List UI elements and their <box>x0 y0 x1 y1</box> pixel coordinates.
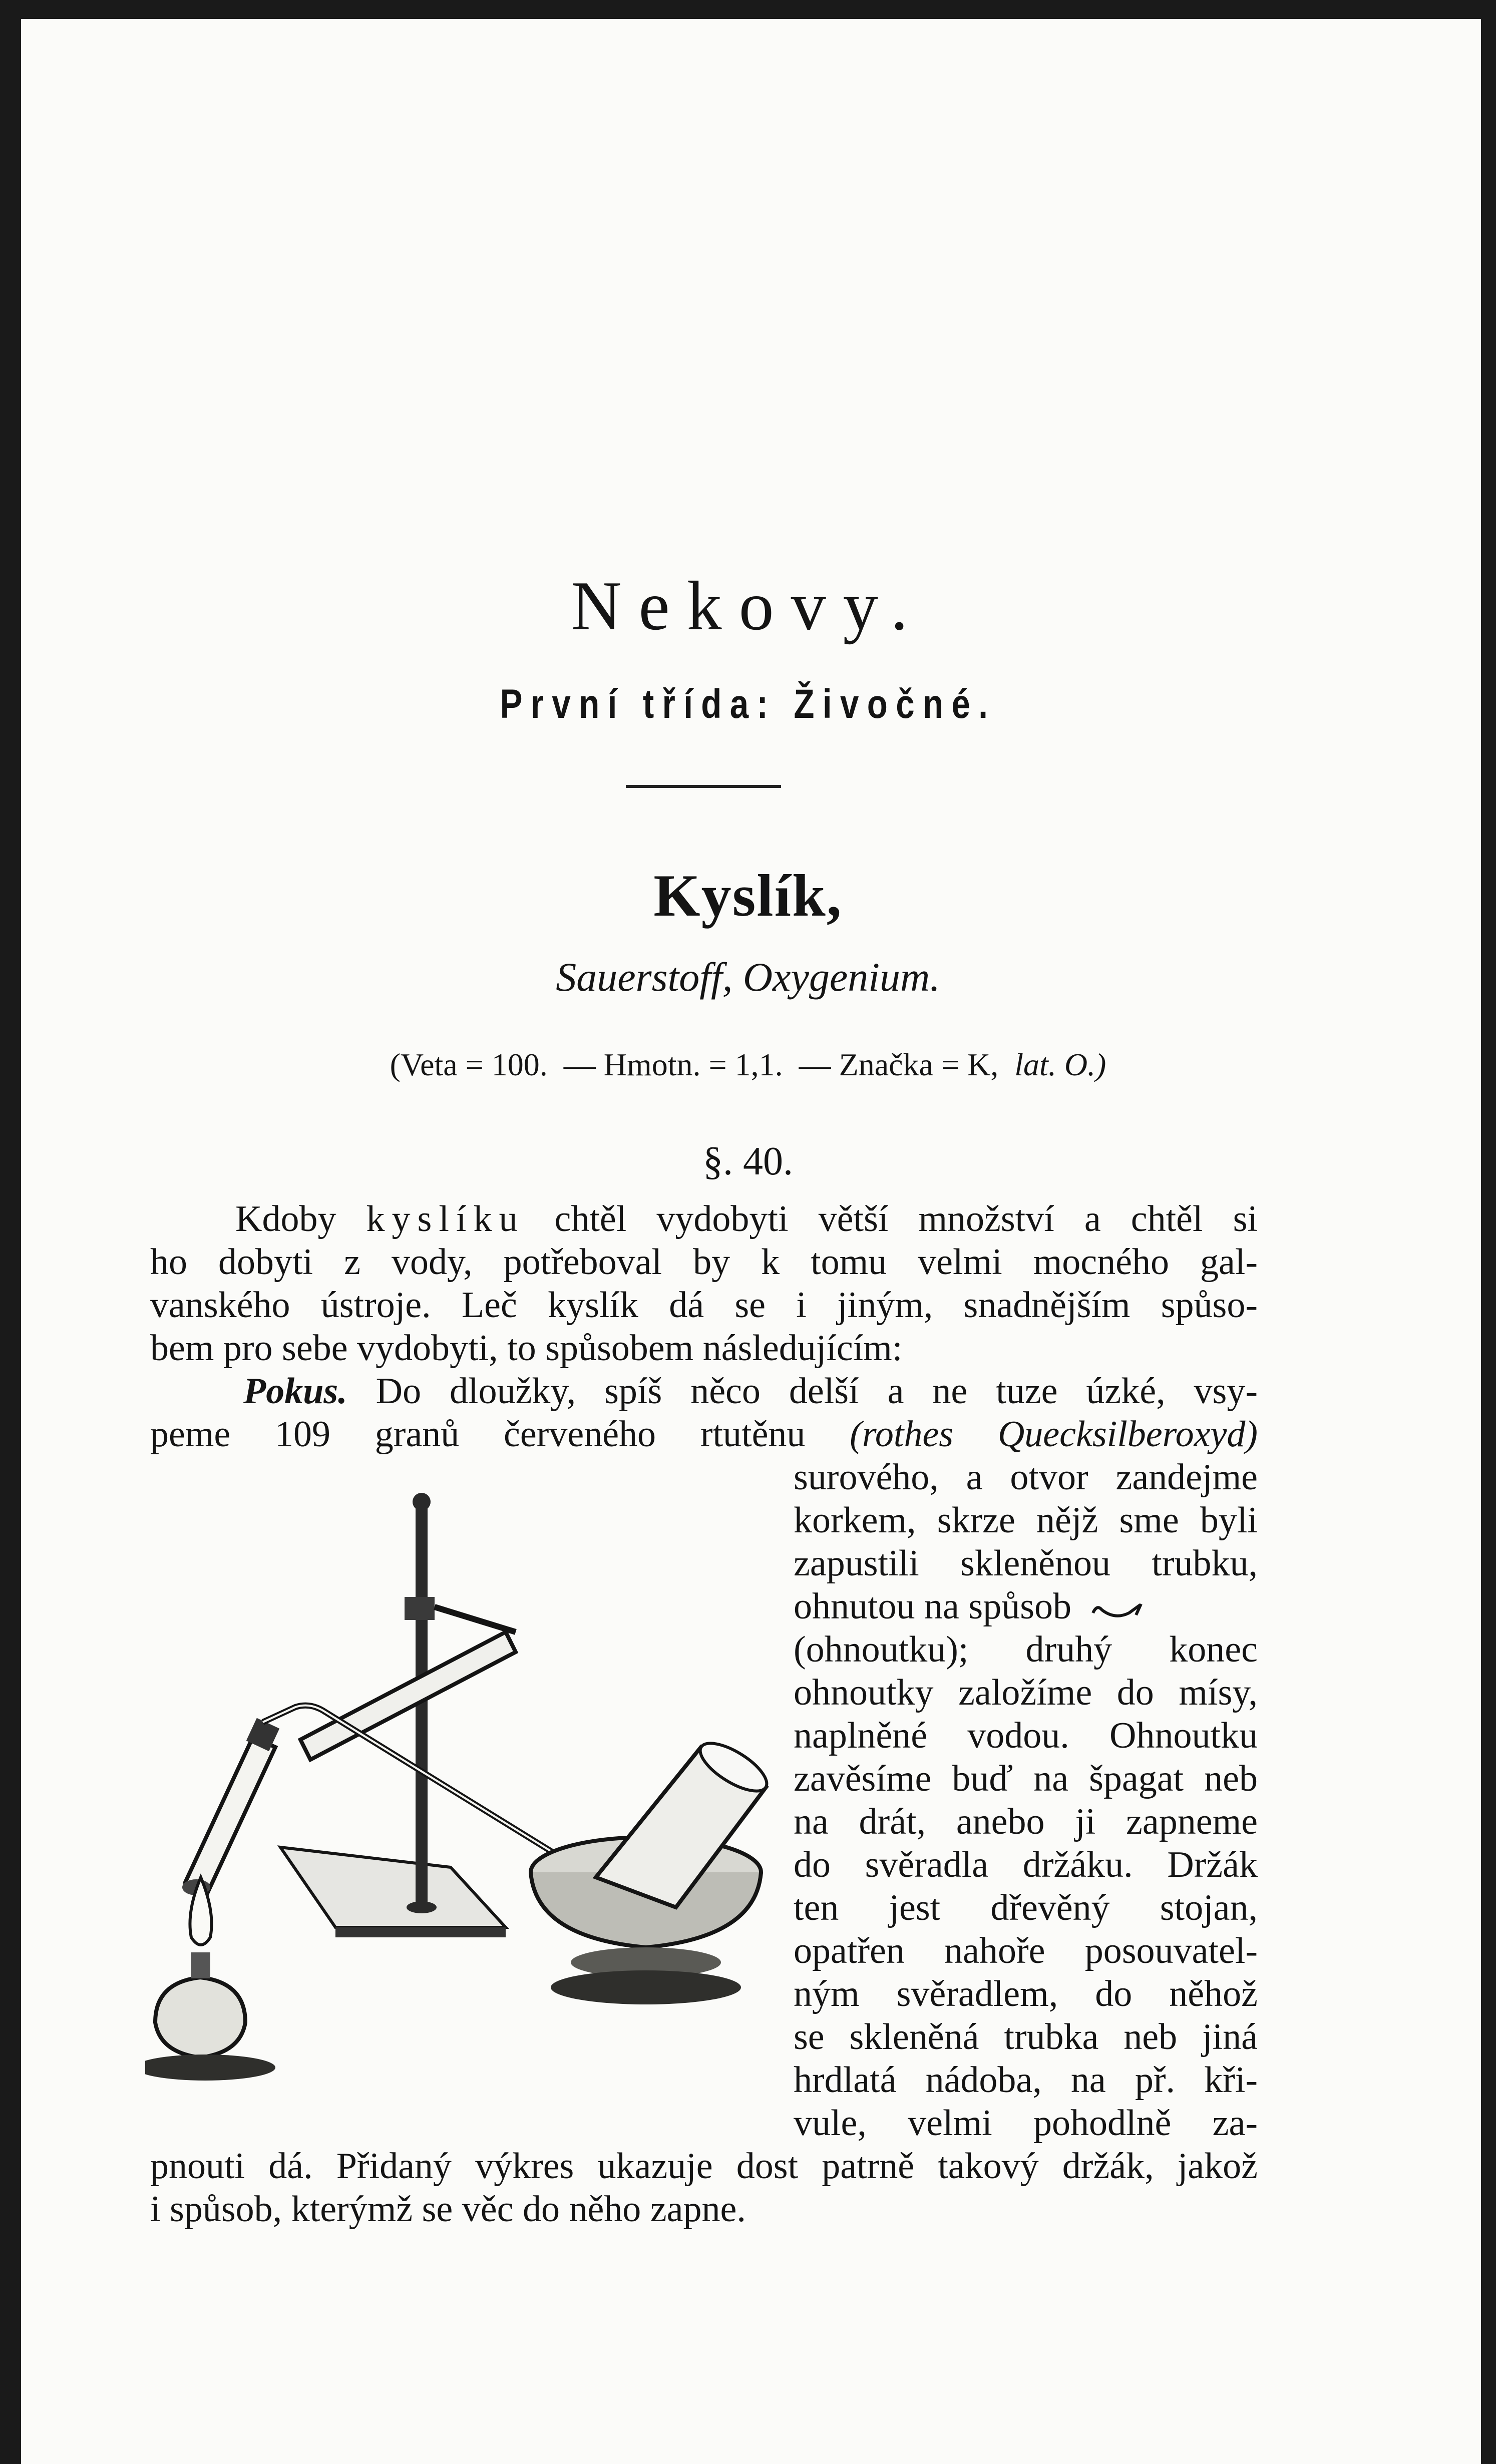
paragraph-line: bem pro sebe vydobyti, to spůsobem následujícím: <box>150 1328 903 1369</box>
side-line: na drát, anebo ji zapneme <box>794 1801 1258 1842</box>
divider-rule <box>626 785 781 788</box>
apparatus-illustration <box>145 1487 781 2108</box>
paragraph-line: ho dobyti z vody, potřeboval by k tomu velmi mocného gal- <box>150 1242 1258 1283</box>
side-line: hrdlatá nádoba, na př. kři- <box>794 2060 1258 2101</box>
side-line: ten jest dřevěný stojan, <box>794 1887 1258 1928</box>
side-line: ohnoutky založíme do mísy, <box>794 1672 1258 1713</box>
side-line: opatřen nahoře posouvatel- <box>794 1930 1258 1971</box>
element-properties <box>0 1046 1496 1083</box>
side-line: ným svěradlem, do něhož <box>794 1973 1258 2014</box>
side-line: korkem, skrze nějž sme byli <box>794 1500 1258 1541</box>
side-line: (ohnoutku); druhý konec <box>794 1629 1258 1670</box>
prop-znacka: — Značka = K, <box>799 1047 999 1082</box>
side-line: surového, a otvor zandejme <box>794 1457 1258 1498</box>
bent-tube-symbol-icon <box>1090 1598 1145 1622</box>
paragraph-line: Kdoby kyslíku chtěl vydobyti větší množství a chtěl si <box>235 1198 1258 1240</box>
paragraph-line: pnouti dá. Přidaný výkres ukazuje dost patrně takový držák, jakož <box>150 2146 1258 2187</box>
holder-arm <box>300 1632 516 1760</box>
prop-hmotn: — Hmotn. = 1,1. <box>563 1047 783 1082</box>
pokus-label: Pokus. <box>243 1371 347 1412</box>
spirit-lamp <box>155 1977 245 2058</box>
chapter-title: Nekovy. <box>571 567 925 645</box>
side-line: ohnutou na spůsob <box>794 1585 1258 1628</box>
paragraph-line: peme 109 granů červeného rtutěnu (rothes Quecksilberoxyd) <box>150 1414 1258 1455</box>
paragraph-line: vanského ústroje. Leč kyslík dá se i jiným, snadnějším spůso- <box>150 1285 1258 1326</box>
side-line: zavěsíme buď na špagat neb <box>794 1758 1258 1799</box>
paragraph-line: i spůsob, kterýmž se věc do něho zapne. <box>150 2189 746 2230</box>
element-name: Kyslík, <box>653 862 843 929</box>
prop-veta: (Veta = 100. <box>390 1047 548 1082</box>
test-tube <box>185 1737 275 1892</box>
stand-base <box>280 1847 506 1927</box>
prop-lat-label: lat. <box>1014 1047 1056 1082</box>
latin-names: Sauerstoff, Oxygenium. <box>556 954 940 1000</box>
class-subtitle: První třída: Živočné. <box>500 681 996 727</box>
side-line: zapustili skleněnou trubku, <box>794 1543 1258 1584</box>
section-number: §. 40. <box>703 1139 793 1183</box>
prop-lat-value: O.) <box>1064 1047 1106 1082</box>
side-line: do svěradla držáku. Držák <box>794 1844 1258 1885</box>
side-line: vule, velmi pohodlně za- <box>794 2103 1258 2144</box>
side-line: naplněné vodou. Ohnoutku <box>794 1715 1258 1756</box>
side-line: se skleněná trubka neb jiná <box>794 2016 1258 2058</box>
paragraph-line: Pokus. Do dloužky, spíš něco delší a ne tuze úzké, vsy- <box>243 1371 1258 1412</box>
